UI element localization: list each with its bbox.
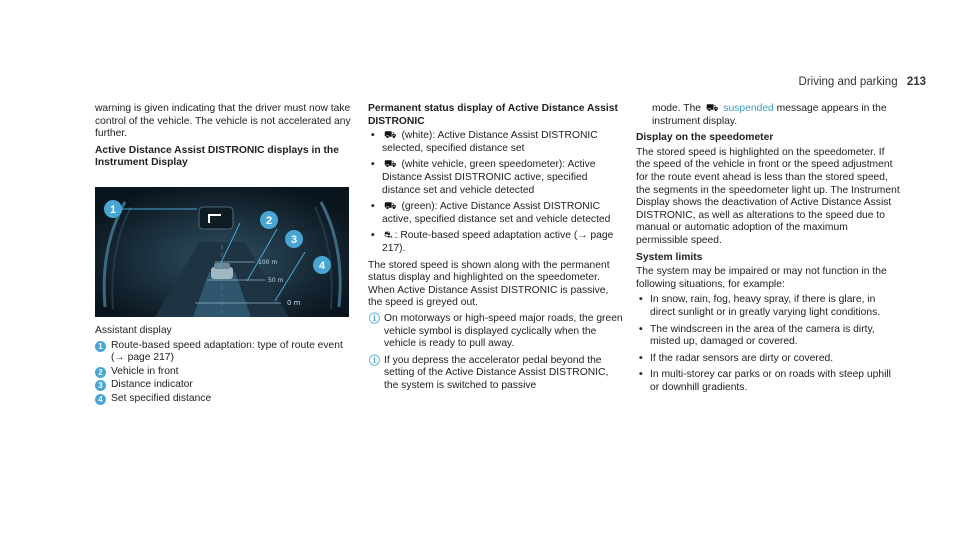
limit-bullet-4: • In multi-storey car parks or on roads with steep uphill or downhill gradients. bbox=[636, 369, 901, 394]
system-limits-intro: The system may be impaired or may not function in the following situations, for example: bbox=[636, 266, 887, 290]
column-3 bbox=[636, 103, 901, 398]
status-bullet-3: • ⛟ (green): Active Distance Assist DISTRONIC active, specified distance set and vehicle detected bbox=[368, 201, 623, 226]
instrument-display-illustration bbox=[95, 187, 349, 317]
route-speed-icon: ⛐ bbox=[384, 230, 393, 242]
callout-4: 4 bbox=[318, 259, 326, 272]
section-heading-speedometer: Display on the speedometer bbox=[636, 132, 774, 144]
instrument-display-figure bbox=[95, 187, 349, 317]
caption-item-3: 3 Distance indicator bbox=[95, 379, 355, 392]
page-number: 213 bbox=[906, 76, 926, 88]
caption-item-2: 2 Vehicle in front bbox=[95, 366, 355, 379]
section-heading-system-limits: System limits bbox=[636, 251, 703, 263]
caption-item-4: 4 Set specified distance bbox=[95, 393, 355, 406]
info-note-2: ⓘ If you depress the accelerator pedal beyond the setting of the Active Distance Assist DISTRONIC, the system is switched to passive bbox=[369, 354, 609, 391]
status-bullet-2: • ⛟ (white vehicle, green speedometer): Active Distance Assist DISTRONIC active, specified distance set and vehicle detected bbox=[368, 159, 623, 197]
limit-bullet-1: • In snow, rain, fog, heavy spray, if there is glare, in direct sunlight or in greatly varying light conditions. bbox=[636, 294, 901, 319]
page-header bbox=[799, 76, 926, 88]
section-heading-displays: Active Distance Assist DISTRONIC displays in the Instrument Display bbox=[95, 144, 339, 169]
intro-text: warning is given indicating that the driver must now take control of the vehicle. The vehicle is not accelerated any further. bbox=[95, 103, 351, 140]
distronic-car-icon: ⛟ bbox=[384, 159, 397, 171]
distance-label-0: 0 m bbox=[287, 298, 301, 307]
status-bullet-1: • ⛟ (white): Active Distance Assist DISTRONIC selected, specified distance set bbox=[368, 130, 623, 155]
route-event-icon bbox=[199, 207, 233, 229]
passive-mode-text: mode. The ⛟ suspended message appears in the instrument display. bbox=[652, 103, 887, 127]
stored-speed-text: The stored speed is shown along with the permanent status display and highlighted on the speedometer. When Active Distance Assist DISTRONIC is passive, the speed is greyed out. bbox=[368, 259, 610, 309]
info-icon: ⓘ bbox=[369, 354, 380, 367]
distronic-car-icon: ⛟ bbox=[384, 130, 397, 142]
section-title: Driving and parking bbox=[798, 76, 898, 88]
column-2 bbox=[368, 103, 623, 396]
info-icon: ⓘ bbox=[369, 312, 380, 325]
distronic-car-icon: ⛟ bbox=[705, 103, 719, 114]
info-note-1: ⓘ On motorways or high-speed major roads, the green vehicle symbol is displayed cyclically when the vehicle is ready to pull away. bbox=[369, 312, 623, 350]
callout-1: 1 bbox=[109, 203, 117, 216]
limit-bullet-2: • The windscreen in the area of the camera is dirty, misted up, damaged or covered. bbox=[636, 324, 901, 349]
distance-label-50: 50 m bbox=[268, 276, 284, 284]
column-1 bbox=[95, 103, 355, 407]
caption-item-1: 1 Route-based speed adaptation: type of route event (→ page 217) bbox=[95, 340, 355, 365]
section-heading-permanent-status: Permanent status display of Active Distance Assist DISTRONIC bbox=[368, 103, 618, 127]
caption-title: Assistant display bbox=[95, 324, 172, 336]
callout-3: 3 bbox=[290, 233, 298, 246]
suspended-message: suspended bbox=[723, 103, 774, 114]
status-bullet-4: • ⛐ : Route-based speed adaptation active (→ page 217). bbox=[368, 230, 623, 255]
figure-caption bbox=[95, 325, 355, 406]
distronic-car-icon: ⛟ bbox=[384, 201, 397, 213]
distance-label-100: 100 m bbox=[258, 258, 278, 266]
limit-bullet-3: • If the radar sensors are dirty or covered. bbox=[636, 353, 901, 366]
speedometer-text: The stored speed is highlighted on the speedometer. If the speed of the vehicle in front or the speed adjustment for the route event ahead is less than the stored speed, the segments in the speedometer light up. The Instrument Display shows the deactivation of Active Distance Assist DISTRONIC, as well as alterations to the speed due to manual or automatic adoption of the maximum permissible speed. bbox=[636, 146, 900, 246]
callout-2: 2 bbox=[265, 214, 273, 227]
